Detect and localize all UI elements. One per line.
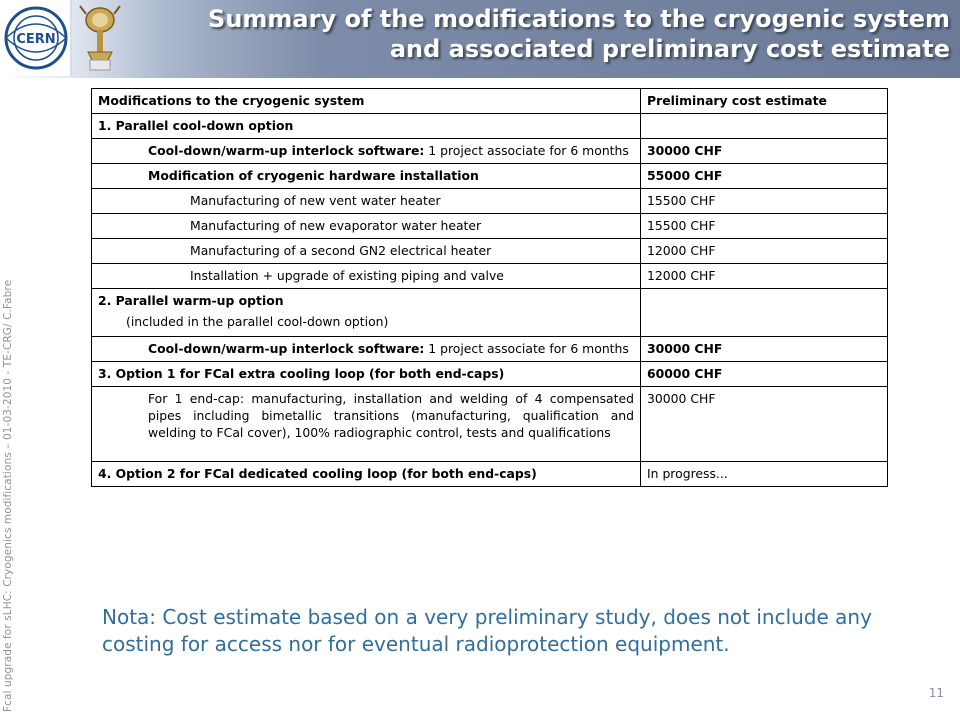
row-label [92, 139, 641, 164]
row-label-rest: 1 project associate for 6 months [424, 341, 629, 356]
table-row [92, 189, 888, 214]
row-cost [641, 114, 888, 139]
table-row [92, 289, 888, 337]
side-footer: Fcal upgrade for sLHC: Cryogenics modifications – 01-03-2010 - TE-CRG/ C.Fabre [2, 279, 14, 712]
column-header: Preliminary cost estimate [641, 89, 888, 114]
title-line-1: Summary of the modifications to the cryogenic system [208, 5, 950, 33]
row-cost: 30000 CHF [641, 387, 888, 462]
table-row [92, 337, 888, 362]
cern-logo [0, 0, 72, 76]
nota-text: Nota: Cost estimate based on a very preliminary study, does not include any costing for access nor for eventual radioprotection equipment. [102, 605, 872, 656]
row-label: Manufacturing of new vent water heater [92, 189, 641, 214]
page-title [120, 4, 950, 64]
cost-table [91, 88, 888, 487]
row-label [92, 337, 641, 362]
row-cost: 60000 CHF [641, 362, 888, 387]
title-line-2: and associated preliminary cost estimate [389, 35, 950, 63]
row-label: Manufacturing of a second GN2 electrical heater [92, 239, 641, 264]
cern-logo-icon [0, 0, 72, 76]
row-cost [641, 289, 888, 337]
table-row [92, 214, 888, 239]
row-cost: 15500 CHF [641, 189, 888, 214]
row-cost: In progress... [641, 462, 888, 487]
svg-text:CERN: CERN [16, 32, 56, 47]
row-cost: 15500 CHF [641, 214, 888, 239]
table-row [92, 164, 888, 189]
row-label-bold: 2. Parallel warm-up option [98, 293, 284, 308]
row-cost: 55000 CHF [641, 164, 888, 189]
table-row [92, 362, 888, 387]
row-label: Manufacturing of new evaporator water heater [92, 214, 641, 239]
row-cost: 30000 CHF [641, 337, 888, 362]
row-cost: 30000 CHF [641, 139, 888, 164]
row-label: Modification of cryogenic hardware installation [92, 164, 641, 189]
table-row [92, 239, 888, 264]
column-header: Modifications to the cryogenic system [92, 89, 641, 114]
row-note: (included in the parallel cool-down option) [126, 314, 389, 329]
row-label: For 1 end-cap: manufacturing, installation and welding of 4 compensated pipes including bimetallic transitions (manufacturing, qualification and welding to FCal cover), 100% radiographic control, tests and qualifications [92, 387, 641, 462]
row-label [92, 289, 641, 337]
table-row [92, 139, 888, 164]
table-row [92, 114, 888, 139]
table-row [92, 387, 888, 462]
header-band [0, 0, 960, 78]
page-number: 11 [928, 686, 944, 700]
row-cost: 12000 CHF [641, 239, 888, 264]
atlas-figure-icon [78, 2, 122, 74]
table-row [92, 462, 888, 487]
row-label: Installation + upgrade of existing piping and valve [92, 264, 641, 289]
row-label: 1. Parallel cool-down option [92, 114, 641, 139]
row-label-rest: 1 project associate for 6 months [424, 143, 629, 158]
row-label: 3. Option 1 for FCal extra cooling loop (for both end-caps) [92, 362, 641, 387]
row-label: 4. Option 2 for FCal dedicated cooling loop (for both end-caps) [92, 462, 641, 487]
row-label-bold: Cool-down/warm-up interlock software: [148, 143, 425, 158]
table-header-row [92, 89, 888, 114]
table-row [92, 264, 888, 289]
row-cost: 12000 CHF [641, 264, 888, 289]
row-label-bold: Cool-down/warm-up interlock software: [148, 341, 425, 356]
